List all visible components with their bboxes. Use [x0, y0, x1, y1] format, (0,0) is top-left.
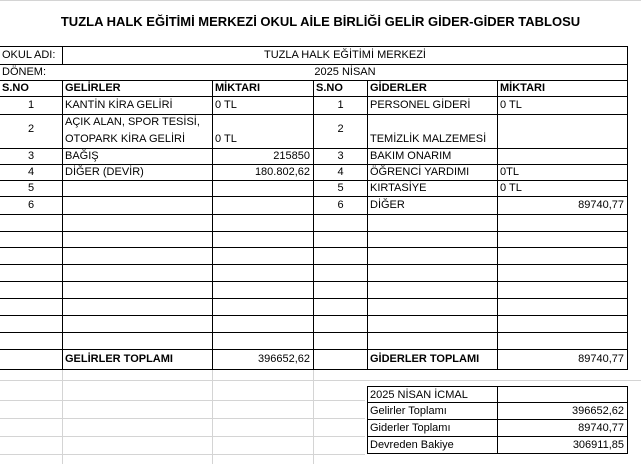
row-6-expense-amount: 89740,77 — [578, 199, 624, 211]
header-expense: GİDERLER — [370, 82, 427, 94]
row-3-expense: BAKIM ONARIM — [370, 150, 452, 162]
gridline — [0, 400, 365, 401]
row-1-income: KANTİN KİRA GELİRİ — [65, 99, 173, 111]
school-label: OKUL ADI: — [2, 49, 56, 61]
row-2-income-line1: AÇIK ALAN, SPOR TESİSİ, — [65, 116, 200, 128]
table-border — [627, 46, 628, 370]
row-4-no-expense: 4 — [337, 166, 344, 178]
table-border — [0, 231, 628, 232]
table-border — [62, 80, 63, 370]
row-3-no: 3 — [27, 150, 35, 162]
table-border — [0, 281, 628, 282]
table-border — [0, 114, 628, 115]
row-5-expense: KIRTASİYE — [370, 182, 427, 194]
gridline — [0, 436, 365, 437]
table-border — [0, 315, 628, 316]
row-4-expense-amount: 0TL — [500, 166, 519, 178]
row-6-expense: DİĞER — [370, 199, 405, 211]
expense-total-label: GİDERLER TOPLAMI — [370, 353, 480, 365]
row-3-income-amount: 215850 — [273, 150, 310, 162]
school-value: TUZLA HALK EĞİTİMİ MERKEZİ — [264, 49, 426, 61]
period-label: DÖNEM: — [2, 66, 46, 78]
row-5-no: 5 — [27, 182, 35, 194]
row-1-income-amount: 0 TL — [215, 99, 237, 111]
gridline — [0, 454, 365, 455]
row-4-income-amount: 180.802,62 — [254, 166, 310, 178]
row-1-no: 1 — [27, 99, 35, 111]
table-border — [497, 80, 498, 370]
row-2-no: 2 — [27, 123, 35, 135]
header-income: GELİRLER — [65, 82, 121, 94]
table-border — [0, 96, 628, 97]
table-border — [0, 148, 628, 149]
expense-total-value: 89740,77 — [578, 353, 624, 365]
summary-balance-value: 306911,85 — [572, 439, 624, 451]
header-expense-amount: MİKTARI — [500, 82, 546, 94]
table-border — [0, 46, 628, 47]
gridline — [0, 418, 365, 419]
summary-border — [627, 386, 628, 454]
period-value: 2025 NİSAN — [314, 66, 376, 78]
summary-expense-value: 89740,77 — [578, 422, 624, 434]
row-1-expense: PERSONEL GİDERİ — [370, 99, 471, 111]
row-2-no-expense: 2 — [337, 123, 344, 135]
gridline — [62, 370, 63, 464]
table-border — [367, 80, 368, 370]
summary-expense-label: Giderler Toplamı — [370, 422, 451, 434]
row-5-expense-amount: 0 TL — [500, 182, 522, 194]
header-income-amount: MİKTARI — [215, 82, 261, 94]
row-1-expense-amount: 0 TL — [500, 99, 522, 111]
gridline — [0, 380, 641, 381]
gridline — [0, 0, 641, 1]
row-3-no-expense: 3 — [337, 150, 344, 162]
header-sno-expense: S.NO — [316, 82, 343, 94]
gridline — [212, 370, 213, 464]
table-border — [0, 214, 628, 215]
row-4-income: DİĞER (DEVİR) — [65, 166, 144, 178]
row-4-no: 4 — [27, 166, 35, 178]
table-border — [0, 64, 628, 65]
table-border — [212, 80, 213, 370]
row-5-no-expense: 5 — [337, 182, 344, 194]
table-border — [0, 264, 628, 265]
table-border — [0, 164, 628, 165]
row-6-no-expense: 6 — [337, 199, 344, 211]
table-border — [0, 369, 628, 370]
income-total-value: 396652,62 — [258, 353, 310, 365]
table-border — [0, 332, 628, 333]
income-total-label: GELİRLER TOPLAMI — [65, 353, 173, 365]
summary-balance-label: Devreden Bakiye — [370, 439, 454, 451]
summary-title: 2025 NİSAN İCMAL — [370, 389, 468, 401]
gridline — [313, 370, 314, 464]
table-border — [0, 298, 628, 299]
table-border — [0, 247, 628, 248]
table-border — [0, 180, 628, 181]
page-title: TUZLA HALK EĞİTİMİ MERKEZİ OKUL AİLE BİRLİĞİ GELİR GİDER-GİDER TABLOSU — [60, 14, 581, 29]
header-sno: S.NO — [2, 82, 29, 94]
row-2-income-line2: OTOPARK KİRA GELİRİ — [65, 133, 186, 145]
row-3-income: BAĞIŞ — [65, 150, 99, 162]
row-2-expense: TEMİZLİK MALZEMESİ — [370, 133, 487, 145]
table-border — [0, 349, 628, 350]
row-2-income-amount: 0 TL — [215, 133, 237, 145]
table-border — [0, 80, 628, 81]
summary-income-value: 396652,62 — [572, 405, 624, 417]
row-6-no: 6 — [27, 199, 35, 211]
row-1-no-expense: 1 — [337, 99, 344, 111]
row-4-expense: ÖĞRENCİ YARDIMI — [370, 166, 470, 178]
table-border — [0, 196, 628, 197]
summary-income-label: Gelirler Toplamı — [370, 405, 447, 417]
summary-border — [367, 386, 368, 454]
